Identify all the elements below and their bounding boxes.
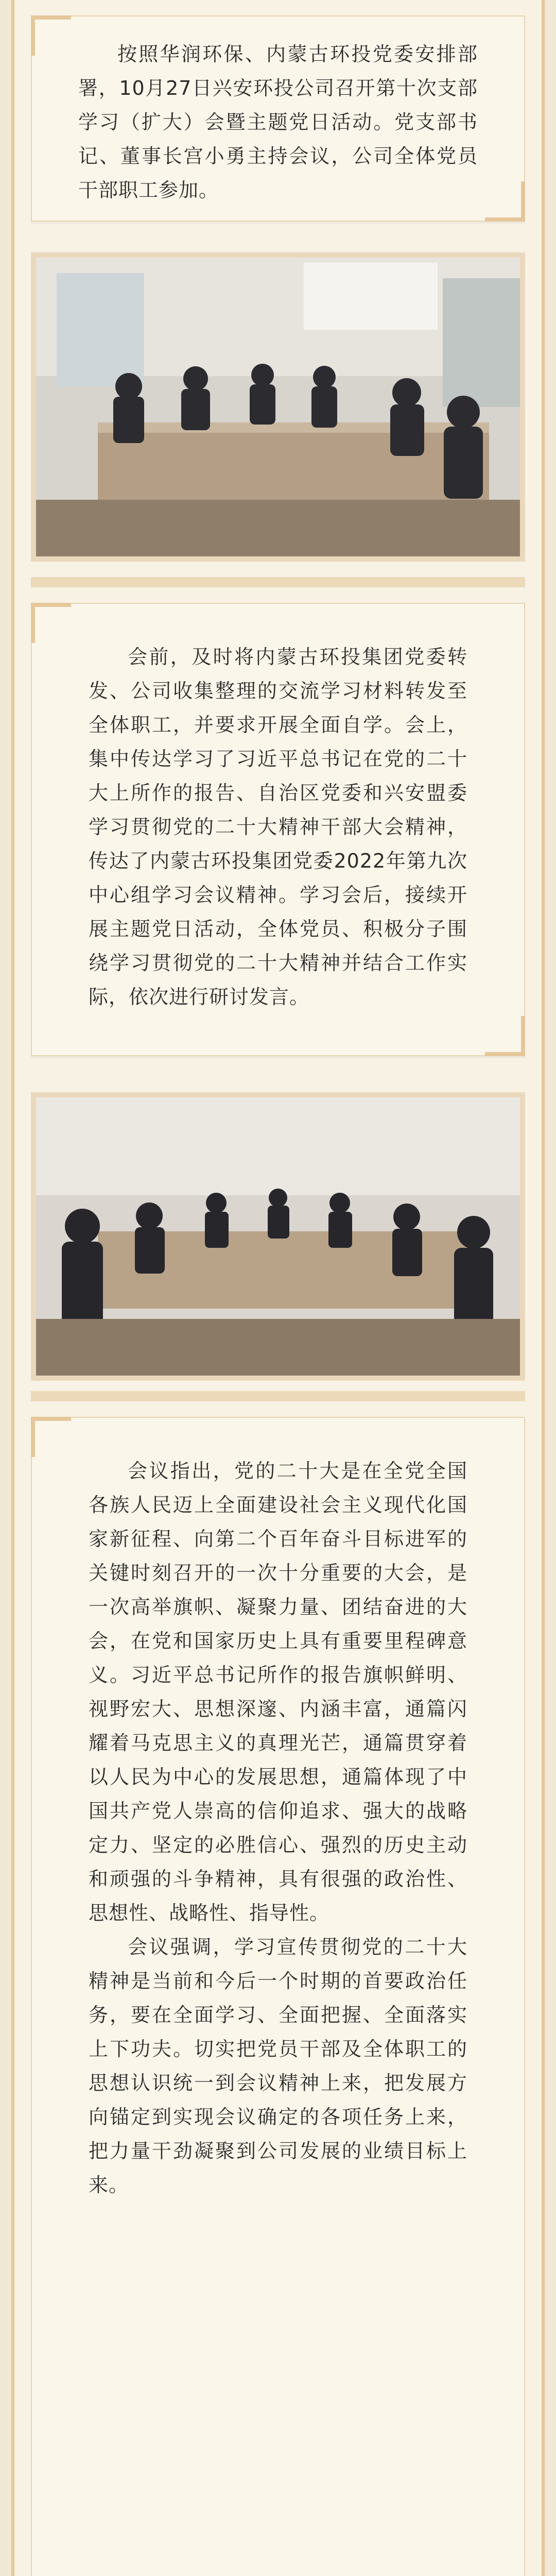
corner-decoration	[31, 1417, 71, 1457]
section1-card	[31, 603, 525, 1056]
intro-card	[31, 15, 525, 222]
corner-decoration	[31, 15, 71, 56]
meeting-room-image	[36, 258, 520, 556]
corner-decoration	[485, 1016, 525, 1056]
decor-strip	[31, 1391, 525, 1401]
decor-strip	[31, 577, 525, 587]
meeting-photo-1	[31, 252, 525, 562]
section1-paragraph: 会前，及时将内蒙古环投集团党委转发、公司收集整理的交流学习材料转发至全体职工，并要求开展全面自学。会上，集中传达学习了习近平总书记在党的二十大上所作的报告、自治区党委和兴安盟委学习贯彻党的二十大精神干部大会精神，传达了内蒙古环投集团党委2022年第九次中心组学习会议精神。学习会后，接续开展主题党日活动，全体党员、积极分子围绕学习贯彻党的二十大精神并结合工作实际，依次进行研讨发言。	[89, 646, 467, 1008]
meeting-room-image	[36, 1097, 520, 1376]
section2-paragraph-1: 会议指出，党的二十大是在全党全国各族人民迈上全面建设社会主义现代化国家新征程、向第二个百年奋斗目标进军的关键时刻召开的一次十分重要的大会，是一次高举旗帜、凝聚力量、团结奋进的大会，在党和国家历史上具有重要里程碑意义。习近平总书记所作的报告旗帜鲜明、视野宏大、思想深邃、内涵丰富，通篇闪耀着马克思主义的真理光芒，通篇贯穿着以人民为中心的发展思想，通篇体现了中国共产党人崇高的信仰追求、强大的战略定力、坚定的必胜信心、强烈的历史主动和顽强的斗争精神，具有很强的政治性、思想性、战略性、指导性。	[89, 1460, 467, 1924]
corner-decoration	[31, 603, 71, 643]
section2-paragraph-2: 会议强调，学习宣传贯彻党的二十大精神是当前和今后一个时期的首要政治任务，要在全面学习、全面把握、全面落实上下功夫。切实把党员干部及全体职工的思想认识统一到会议精神上来，把发展方向锚定到实现会议确定的各项任务上来，把力量干劲凝聚到公司发展的业绩目标上来。	[89, 1936, 467, 2196]
intro-paragraph: 按照华润环保、内蒙古环投党委安排部署，10月27日兴安环投公司召开第十次支部学习（扩大）会暨主题党日活动。党支部书记、董事长宫小勇主持会议，公司全体党员干部职工参加。	[78, 43, 478, 201]
corner-decoration	[485, 181, 525, 222]
meeting-photo-2	[31, 1092, 525, 1381]
section2-card	[31, 1417, 525, 2576]
